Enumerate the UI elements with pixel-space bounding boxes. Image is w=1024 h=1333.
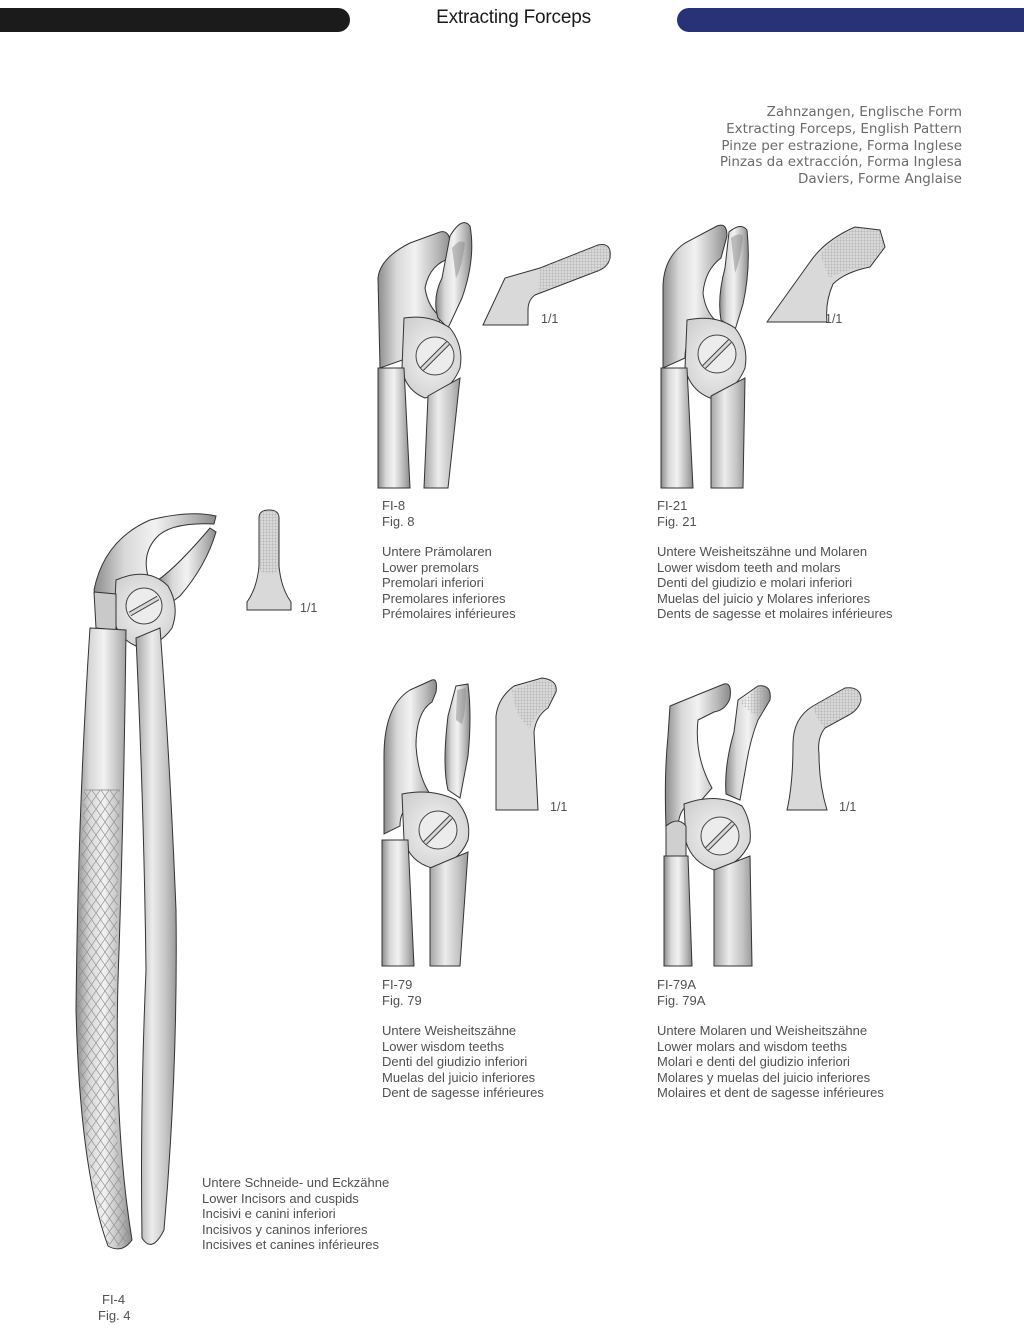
subtitle-line-es: Pinzas da extracción, Forma Inglesa [719,154,962,171]
caption-fi-21 [657,498,893,622]
subtitle-block [720,104,962,188]
scale-label-fi-79: 1/1 [550,800,568,814]
subtitle-line-de: Zahnzangen, Englische Form [766,104,962,120]
figure-number: Fig. 4 [98,1307,131,1323]
description-fr: Incisives et canines inférieures [202,1237,380,1252]
forceps-fi-8-illustration [370,218,480,488]
description-en: Lower molars and wisdom teeths [657,1038,848,1054]
description-fr: Molaires et dent de sagesse inférieures [657,1085,884,1100]
caption-fi-79a [657,977,884,1101]
description-es: Muelas del juicio y Molares inferiores [657,590,871,606]
description-en: Lower Incisors and cuspids [202,1190,359,1206]
description-de: Untere Molaren und Weisheitszähne [657,1023,868,1038]
subtitle-line-it: Pinze per estrazione, Forma Inglese [721,137,962,154]
description-es: Molares y muelas del juicio inferiores [657,1069,871,1085]
product-code: FI-79A [657,977,697,992]
description-de: Untere Schneide- und Eckzähne [202,1175,390,1190]
forceps-fi-79a-illustration [658,676,778,966]
scale-label-fi-21: 1/1 [825,312,843,326]
forceps-fi-79a-tip-detail [785,684,865,812]
description-en: Lower wisdom teeth and molars [657,559,841,575]
scale-label-fi-4: 1/1 [300,601,318,615]
forceps-fi-4-tip-detail [245,508,295,612]
product-code: FI-4 [102,1292,126,1307]
page-title: Extracting Forceps [436,7,591,28]
description-fr: Dent de sagesse inférieures [382,1085,544,1100]
description-fr: Dents de sagesse et molaires inférieures [657,606,893,621]
subtitle-line-fr: Daviers, Forme Anglaise [798,171,962,188]
description-it: Molari e denti del giudizio inferiori [657,1054,850,1069]
description-de: Untere Weisheitszähne [382,1023,517,1038]
figure-number: Fig. 21 [657,513,697,529]
product-code: FI-79 [382,977,413,992]
description-en: Lower premolars [382,559,479,575]
forceps-fi-4-illustration [60,510,230,1255]
description-en: Lower wisdom teeths [382,1038,505,1054]
figure-number: Fig. 79A [657,992,706,1008]
product-code: FI-8 [382,498,406,513]
description-it: Premolari inferiori [382,575,484,590]
product-code: FI-21 [657,498,688,513]
description-es: Premolares inferiores [382,590,506,606]
caption-fi-79 [382,977,544,1101]
forceps-fi-79-illustration [380,676,490,966]
description-it: Incisivi e canini inferiori [202,1206,336,1221]
description-fi-4 [202,1175,389,1253]
description-it: Denti del giudizio inferiori [382,1054,528,1069]
description-es: Muelas del juicio inferiores [382,1069,536,1085]
figure-number: Fig. 79 [382,992,422,1008]
scale-label-fi-79a: 1/1 [839,800,857,814]
caption-fi-8 [382,498,516,622]
header-bar-left [0,8,350,32]
description-fr: Prémolaires inférieures [382,606,516,621]
description-de: Untere Weisheitszähne und Molaren [657,544,868,559]
header-bar-right [677,8,1024,32]
forceps-fi-79-tip-detail [494,676,564,812]
description-it: Denti del giudizio e molari inferiori [657,575,853,590]
description-de: Untere Prämolaren [382,544,492,559]
forceps-fi-21-illustration [655,218,765,488]
subtitle-line-en: Extracting Forceps, English Pattern [726,120,962,137]
description-es: Incisivos y caninos inferiores [202,1221,368,1237]
scale-label-fi-8: 1/1 [541,312,559,326]
caption-fi-4 [98,1292,131,1323]
figure-number: Fig. 8 [382,513,415,529]
